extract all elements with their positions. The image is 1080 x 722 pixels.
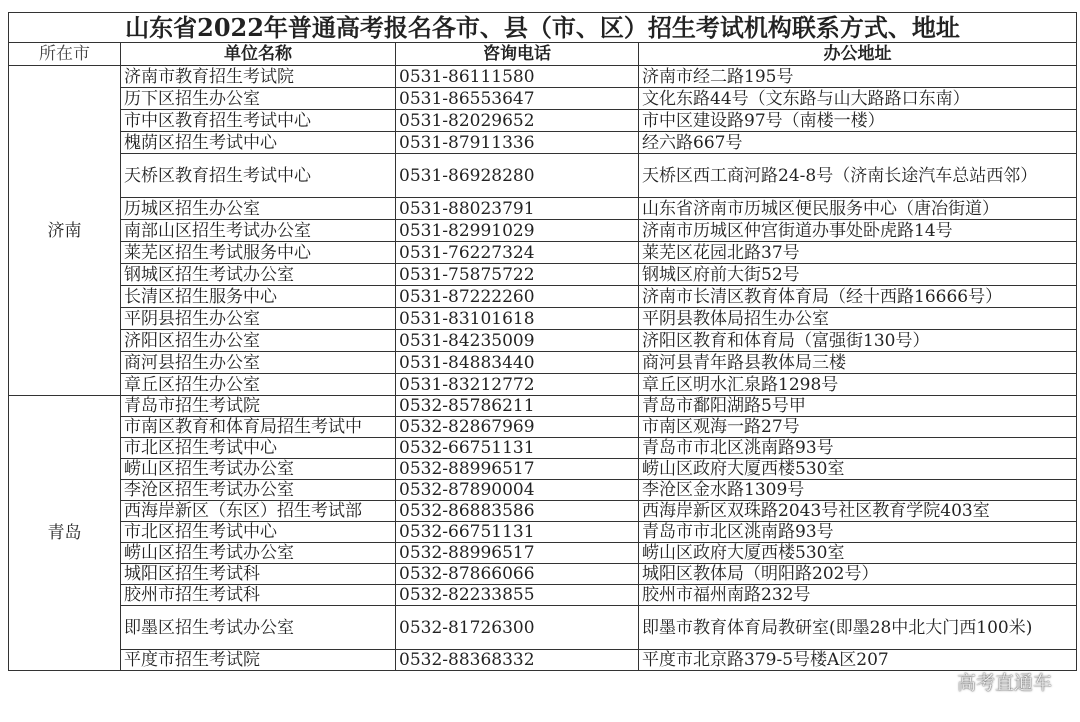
- unit-cell: 李沧区招生考试办公室: [121, 480, 396, 501]
- unit-cell: 西海岸新区（东区）招生考试部: [121, 501, 396, 522]
- address-cell: 市南区观海一路27号: [639, 417, 1077, 438]
- address-cell: 平阴县教体局招生办公室: [639, 308, 1077, 330]
- unit-cell: 市北区招生考试中心: [121, 438, 396, 459]
- phone-cell: 0531-82991029: [396, 220, 639, 242]
- phone-cell: 0532-87866066: [396, 564, 639, 585]
- unit-cell: 市中区教育招生考试中心: [121, 110, 396, 132]
- table-row: [9, 543, 1077, 564]
- address-cell: 经六路667号: [639, 132, 1077, 154]
- unit-cell: 济阳区招生办公室: [121, 330, 396, 352]
- address-cell: 即墨市教育体育局教研室(即墨28中北大门西100米): [639, 606, 1077, 650]
- phone-cell: 0532-81726300: [396, 606, 639, 650]
- unit-cell: 胶州市招生考试科: [121, 585, 396, 606]
- contact-table: [8, 12, 1077, 671]
- phone-cell: 0531-87222260: [396, 286, 639, 308]
- table-row: [9, 585, 1077, 606]
- unit-cell: 青岛市招生考试院: [121, 396, 396, 417]
- header-unit: 单位名称: [121, 43, 396, 66]
- unit-cell: 莱芜区招生考试服务中心: [121, 242, 396, 264]
- address-cell: 章丘区明水汇泉路1298号: [639, 374, 1077, 396]
- unit-cell: 钢城区招生考试办公室: [121, 264, 396, 286]
- table-row: [9, 242, 1077, 264]
- table-row: [9, 330, 1077, 352]
- unit-cell: 天桥区教育招生考试中心: [121, 154, 396, 198]
- address-cell: 济南市历城区仲宫街道办事处卧虎路14号: [639, 220, 1077, 242]
- phone-cell: 0531-88023791: [396, 198, 639, 220]
- phone-cell: 0532-88996517: [396, 543, 639, 564]
- address-cell: 平度市北京路379-5号楼A区207: [639, 650, 1077, 671]
- unit-cell: 南部山区招生考试办公室: [121, 220, 396, 242]
- unit-cell: 市南区教育和体育局招生考试中: [121, 417, 396, 438]
- unit-cell: 崂山区招生考试办公室: [121, 459, 396, 480]
- address-cell: 文化东路44号（文东路与山大路路口东南）: [639, 88, 1077, 110]
- table-row: [9, 501, 1077, 522]
- phone-cell: 0532-82867969: [396, 417, 639, 438]
- table-row: [9, 396, 1077, 417]
- phone-cell: 0531-86553647: [396, 88, 639, 110]
- table-row: [9, 154, 1077, 198]
- unit-cell: 济南市教育招生考试院: [121, 66, 396, 88]
- phone-cell: 0532-82233855: [396, 585, 639, 606]
- table-row: [9, 110, 1077, 132]
- address-cell: 商河县青年路县教体局三楼: [639, 352, 1077, 374]
- address-cell: 城阳区教体局（明阳路202号）: [639, 564, 1077, 585]
- table-row: [9, 66, 1077, 88]
- address-cell: 天桥区西工商河路24-8号（济南长途汽车总站西邻）: [639, 154, 1077, 198]
- table-row: [9, 352, 1077, 374]
- table-row: [9, 220, 1077, 242]
- unit-cell: 平度市招生考试院: [121, 650, 396, 671]
- unit-cell: 平阴县招生办公室: [121, 308, 396, 330]
- header-city: 所在市: [9, 43, 121, 66]
- table-row: [9, 88, 1077, 110]
- city-cell: 济南: [9, 66, 121, 396]
- address-cell: 莱芜区花园北路37号: [639, 242, 1077, 264]
- phone-cell: 0532-88368332: [396, 650, 639, 671]
- unit-cell: 城阳区招生考试科: [121, 564, 396, 585]
- unit-cell: 历下区招生办公室: [121, 88, 396, 110]
- unit-cell: 市北区招生考试中心: [121, 522, 396, 543]
- table-row: [9, 264, 1077, 286]
- phone-cell: 0532-66751131: [396, 522, 639, 543]
- table-title: 山东省2022年普通高考报名各市、县（市、区）招生考试机构联系方式、地址: [9, 13, 1077, 43]
- address-cell: 青岛市市北区洮南路93号: [639, 438, 1077, 459]
- table-row: [9, 198, 1077, 220]
- unit-cell: 长清区招生服务中心: [121, 286, 396, 308]
- watermark: 高考直通车: [956, 672, 1052, 694]
- phone-cell: 0531-76227324: [396, 242, 639, 264]
- table-row: [9, 480, 1077, 501]
- table-row: [9, 522, 1077, 543]
- phone-cell: 0532-66751131: [396, 438, 639, 459]
- phone-cell: 0532-86883586: [396, 501, 639, 522]
- phone-cell: 0531-86928280: [396, 154, 639, 198]
- header-phone: 咨询电话: [396, 43, 639, 66]
- phone-cell: 0531-82029652: [396, 110, 639, 132]
- address-cell: 济南市长清区教育体育局（经十西路16666号）: [639, 286, 1077, 308]
- table-row: [9, 650, 1077, 671]
- address-cell: 西海岸新区双珠路2043号社区教育学院403室: [639, 501, 1077, 522]
- table-row: [9, 132, 1077, 154]
- phone-cell: 0532-88996517: [396, 459, 639, 480]
- unit-cell: 即墨区招生考试办公室: [121, 606, 396, 650]
- unit-cell: 章丘区招生办公室: [121, 374, 396, 396]
- address-cell: 青岛市鄱阳湖路5号甲: [639, 396, 1077, 417]
- table-row: [9, 308, 1077, 330]
- address-cell: 市中区建设路97号（南楼一楼）: [639, 110, 1077, 132]
- table-row: [9, 286, 1077, 308]
- address-cell: 崂山区政府大厦西楼530室: [639, 459, 1077, 480]
- address-cell: 济南市经二路195号: [639, 66, 1077, 88]
- table-row: [9, 438, 1077, 459]
- phone-cell: 0532-85786211: [396, 396, 639, 417]
- table-row: [9, 564, 1077, 585]
- table-row: [9, 417, 1077, 438]
- header-address: 办公地址: [639, 43, 1077, 66]
- address-cell: 钢城区府前大街52号: [639, 264, 1077, 286]
- phone-cell: 0531-84883440: [396, 352, 639, 374]
- phone-cell: 0532-87890004: [396, 480, 639, 501]
- phone-cell: 0531-87911336: [396, 132, 639, 154]
- phone-cell: 0531-86111580: [396, 66, 639, 88]
- phone-cell: 0531-83101618: [396, 308, 639, 330]
- address-cell: 山东省济南市历城区便民服务中心（唐冶街道）: [639, 198, 1077, 220]
- phone-cell: 0531-83212772: [396, 374, 639, 396]
- address-cell: 李沧区金水路1309号: [639, 480, 1077, 501]
- unit-cell: 历城区招生办公室: [121, 198, 396, 220]
- address-cell: 青岛市市北区洮南路93号: [639, 522, 1077, 543]
- address-cell: 胶州市福州南路232号: [639, 585, 1077, 606]
- table-row: [9, 459, 1077, 480]
- address-cell: 济阳区教育和体育局（富强街130号）: [639, 330, 1077, 352]
- unit-cell: 商河县招生办公室: [121, 352, 396, 374]
- unit-cell: 槐荫区招生考试中心: [121, 132, 396, 154]
- unit-cell: 崂山区招生考试办公室: [121, 543, 396, 564]
- city-cell: 青岛: [9, 396, 121, 671]
- table-row: [9, 374, 1077, 396]
- address-cell: 崂山区政府大厦西楼530室: [639, 543, 1077, 564]
- phone-cell: 0531-75875722: [396, 264, 639, 286]
- phone-cell: 0531-84235009: [396, 330, 639, 352]
- table-row: [9, 606, 1077, 650]
